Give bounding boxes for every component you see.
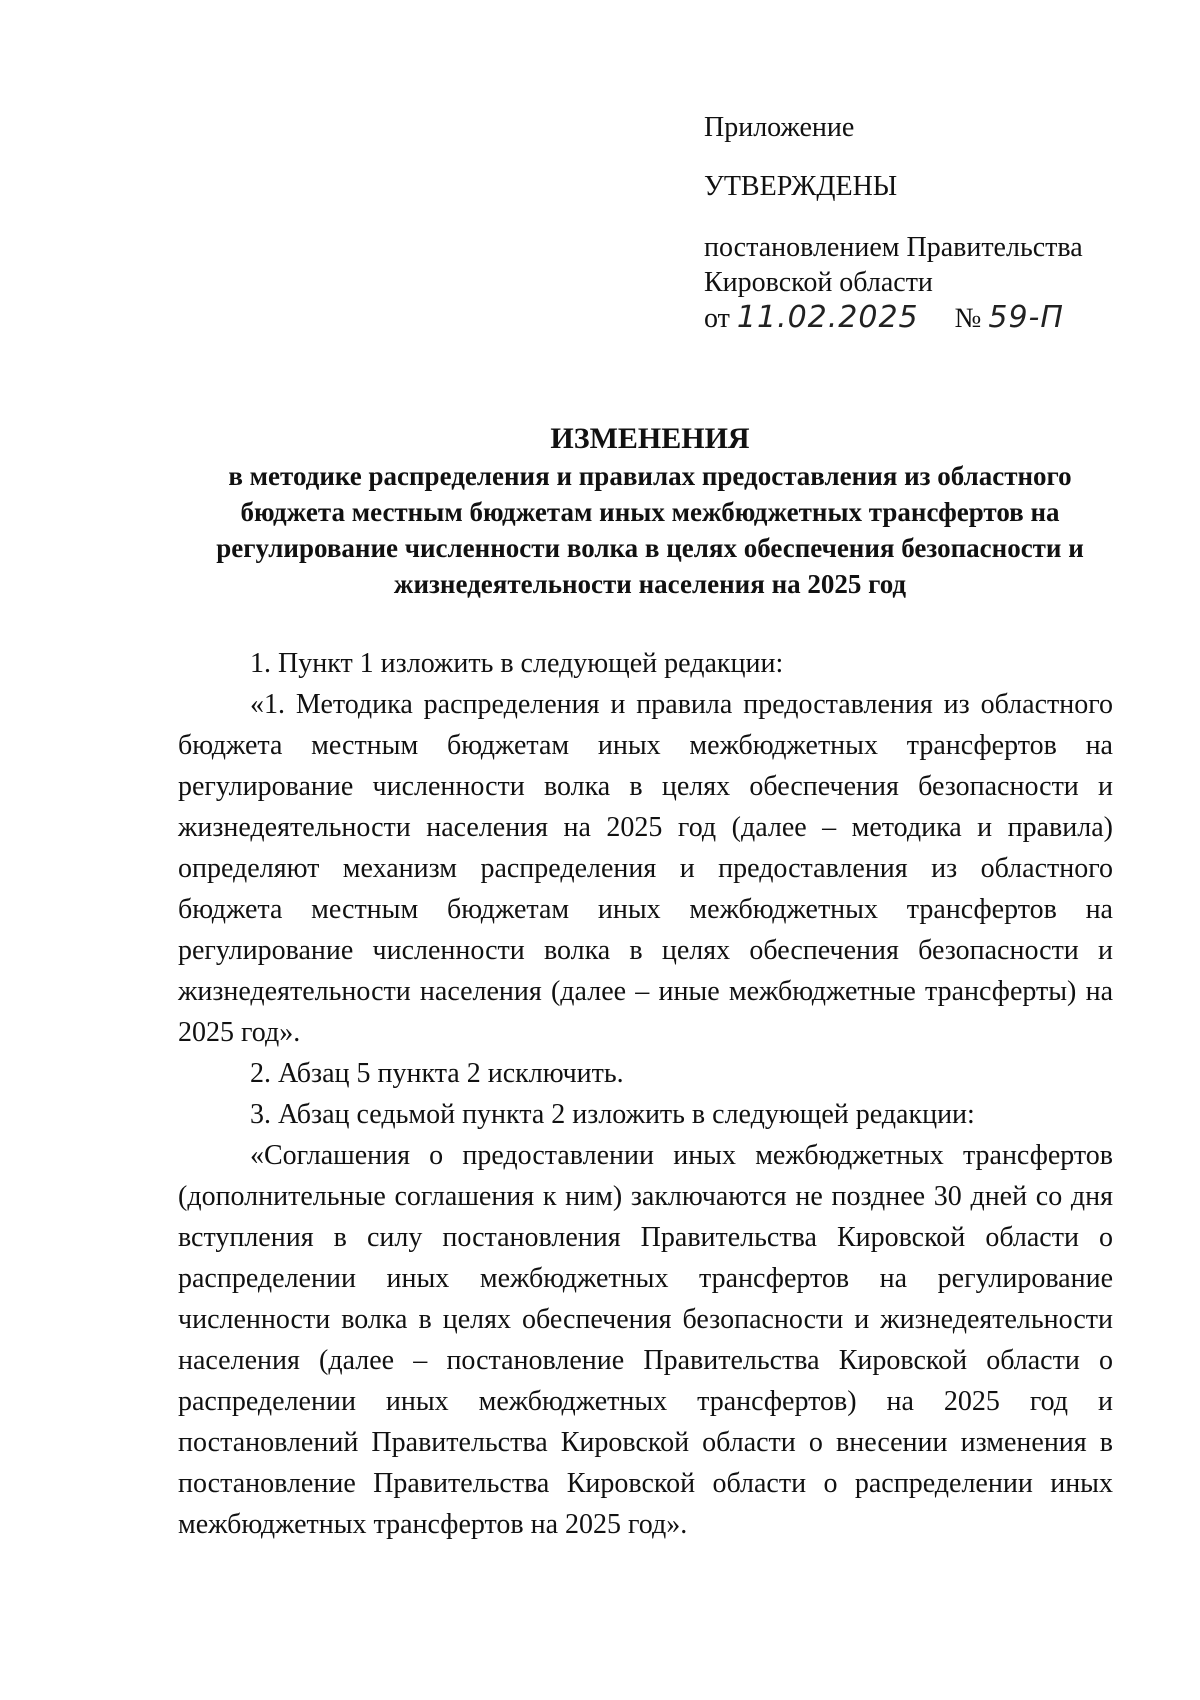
decree-line-1: постановлением Правительства [704, 232, 1083, 263]
date-prefix: от [704, 303, 730, 334]
heading-title: ИЗМЕНЕНИЯ [550, 422, 750, 455]
paragraph-quote-2: «Соглашения о предоставлении иных межбюджетных трансфертов (дополнительные соглашения к ним) заключаются не позднее 30 дней со дня вступления в силу постановления Правительства Кировской области о распределении иных межбюджетных трансфертов на регулирование численности волка в целях обеспечения безопасности и жизнедеятельности населения (далее – постановление Правительства Кировской области о распределении иных межбюджетных трансфертов) на 2025 год и постановлений Правительства Кировской области о внесении изменения в постановление Правительства Кировской области о распределении иных межбюджетных трансфертов на 2025 год». [178, 1140, 1113, 1540]
document-heading [180, 420, 1120, 602]
document-body [178, 643, 1113, 1545]
number-prefix: № [954, 303, 982, 334]
paragraph-quote-1: «1. Методика распределения и правила предоставления из областного бюджета местным бюджетам иных межбюджетных трансфертов на регулирование численности волка в целях обеспечения безопасности и жизнедеятельности населения на 2025 год (далее – методика и правила) определяют механизм распределения и предоставления из областного бюджета местным бюджетам иных межбюджетных трансфертов на регулирование численности волка в целях обеспечения безопасности и жизнедеятельности населения (далее – иные межбюджетные трансферты) на 2025 год». [178, 689, 1113, 1048]
paragraph-item-3: 3. Абзац седьмой пункта 2 изложить в следующей редакции: [250, 1099, 975, 1130]
decree-date-number [704, 300, 1164, 336]
approved-label: УТВЕРЖДЕНЫ [704, 171, 898, 202]
handwritten-date: 11.02.2025 [736, 300, 919, 335]
approval-block [704, 110, 1164, 336]
paragraph-item-1: 1. Пункт 1 изложить в следующей редакции: [250, 648, 784, 679]
heading-subtitle: в методике распределения и правилах предоставления из областного бюджета местным бюджетам иных межбюджетных трансфертов на регулирование численности волка в целях обеспечения безопасности и жизнедеятельности населения на 2025 год [216, 461, 1084, 599]
decree-line-2: Кировской области [704, 267, 933, 298]
paragraph-item-2: 2. Абзац 5 пункта 2 исключить. [250, 1058, 624, 1089]
appendix-label: Приложение [704, 112, 855, 143]
handwritten-number: 59-П [988, 300, 1064, 335]
